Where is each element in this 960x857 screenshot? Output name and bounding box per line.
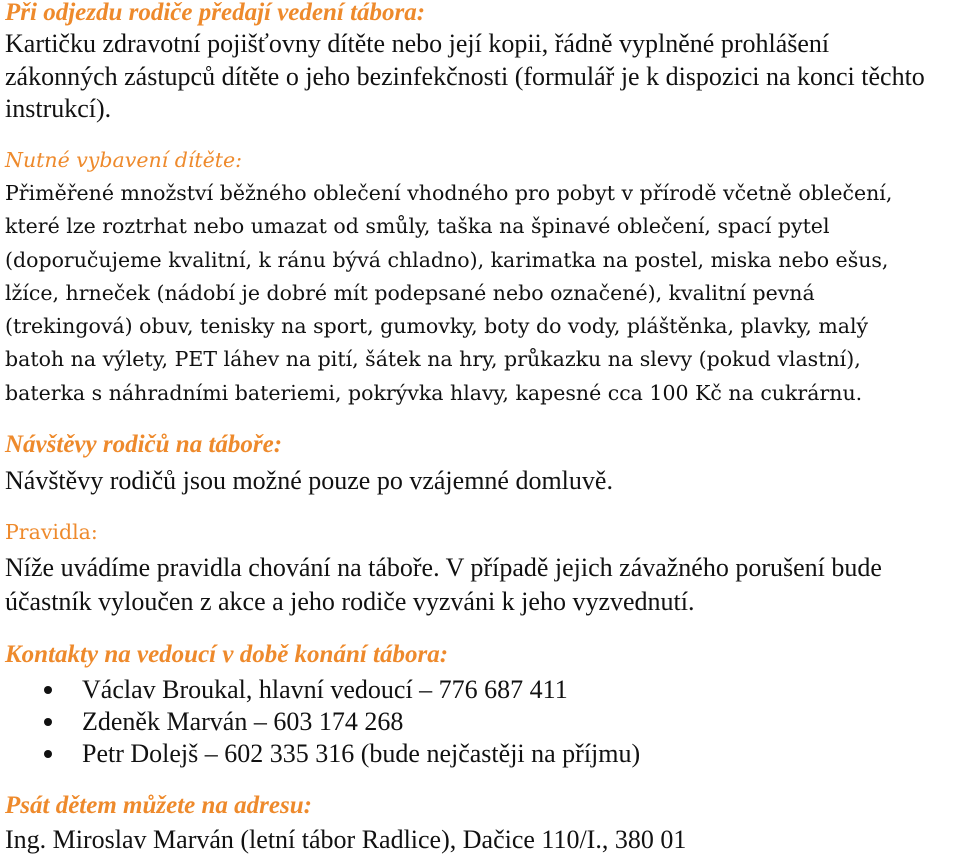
contact-list <box>5 674 950 770</box>
paragraph-line: Kartičku zdravotní pojišťovny dítěte nebo její kopii, řádně vyplněné prohlášení <box>5 29 830 58</box>
bullet-icon <box>44 750 52 758</box>
heading-text: Nutné vybavení dítěte: <box>5 148 243 172</box>
contact-text: Zdeněk Marván – 603 174 268 <box>82 707 404 736</box>
contact-list-item <box>5 706 950 738</box>
paragraph-rules <box>5 551 950 619</box>
paragraph-equipment <box>5 177 950 410</box>
paragraph-line: zákonných zástupců dítěte o jeho bezinfekčnosti (formulář je k dispozici na konci těchto <box>5 61 925 91</box>
paragraph-line: instrukcí). <box>5 94 112 123</box>
section-heading-equipment <box>5 144 950 176</box>
paragraph-line: Přiměřené množství běžného oblečení vhodného pro pobyt v přírodě včetně oblečení, <box>5 181 893 205</box>
section-heading-departure <box>5 0 950 26</box>
paragraph-line: (trekingová) obuv, tenisky na sport, gumovky, boty do vody, pláštěnka, plavky, malý <box>5 314 869 339</box>
paragraph-line: účastník vyloučen z akce a jeho rodiče vyzváni k jeho vyzvednutí. <box>5 587 695 616</box>
paragraph-line: lžíce, hrneček (nádobí je dobré mít podepsané nebo označené), kvalitní pevná <box>5 280 815 305</box>
paragraph-line: (doporučujeme kvalitní, k ránu bývá chladno), karimatka na postel, miska nebo ešus, <box>5 247 889 272</box>
contact-text: Petr Dolejš – 602 335 316 (bude nejčastěji na příjmu) <box>82 739 641 768</box>
paragraph-line: batoh na výlety, PET láhev na pití, šátek na hry, průkazku na slevy (pokud vlastní), <box>5 347 861 372</box>
heading-text: Při odjezdu rodiče předají vedení tábora: <box>5 0 426 26</box>
contact-list-item <box>5 738 950 770</box>
heading-text: Návštěvy rodičů na táboře: <box>5 431 283 458</box>
contact-text: Václav Broukal, hlavní vedoucí – 776 687 411 <box>82 675 568 704</box>
section-heading-visits <box>5 429 950 461</box>
heading-text: Pravidla: <box>5 520 98 544</box>
heading-text: Psát dětem můžete na adresu: <box>5 792 312 819</box>
contact-list-item <box>5 674 950 706</box>
section-heading-contacts <box>5 639 950 671</box>
section-heading-address <box>5 790 950 822</box>
section-heading-rules <box>5 516 950 548</box>
paragraph-departure <box>5 28 950 126</box>
paragraph-line: Ing. Miroslav Marván (letní tábor Radlice), Dačice 110/I., 380 01 <box>5 825 687 854</box>
heading-text: Kontakty na vedoucí v době konání tábora: <box>5 641 449 668</box>
bullet-icon <box>44 718 52 726</box>
paragraph-line: baterka s náhradními bateriemi, pokrývka hlavy, kapesné cca 100 Kč na cukrárnu. <box>5 380 863 405</box>
paragraph-line: které lze roztrhat nebo umazat od smůly, taška na špinavé oblečení, spací pytel <box>5 214 830 239</box>
paragraph-visits <box>5 465 950 497</box>
paragraph-address <box>5 825 950 855</box>
paragraph-line: Níže uvádíme pravidla chování na táboře. V případě jejich závažného porušení bude <box>5 553 882 582</box>
bullet-icon <box>44 686 52 694</box>
paragraph-line: Návštěvy rodičů jsou možné pouze po vzájemné domluvě. <box>5 466 613 495</box>
